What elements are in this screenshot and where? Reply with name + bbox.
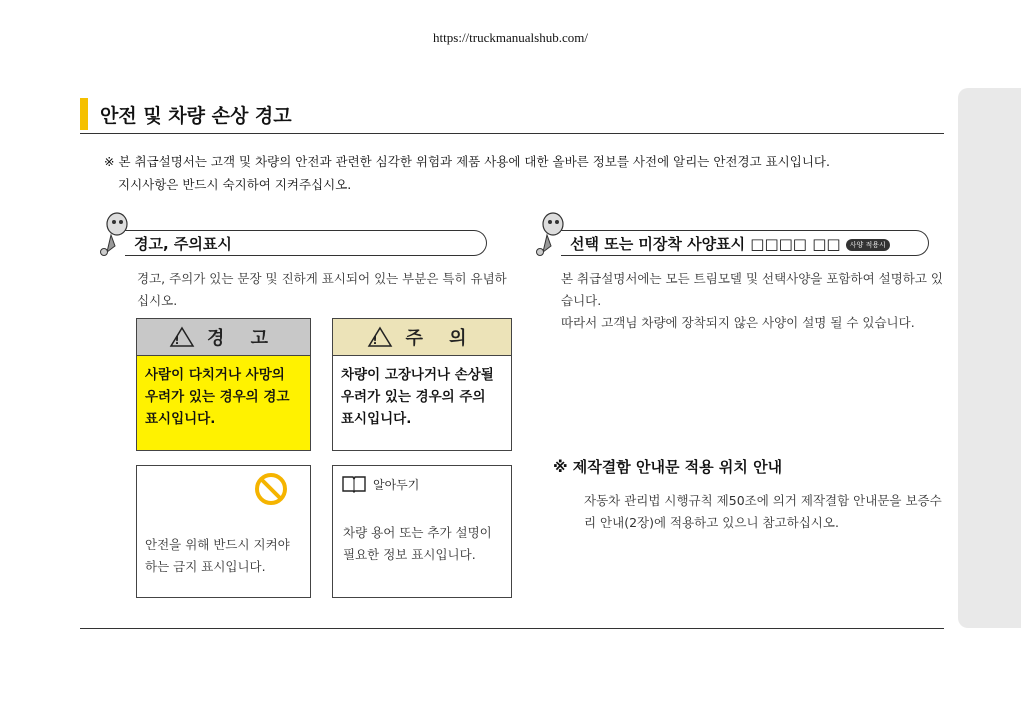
source-url[interactable]: https://truckmanualshub.com/: [433, 30, 588, 45]
intro-line-1: ※ 본 취급설명서는 고객 및 차량의 안전과 관련한 심각한 위험과 제품 사용에 대한 올바른 정보를 사전에 알리는 안전경고 표시입니다.: [104, 154, 830, 169]
prohibit-box: [136, 465, 311, 598]
title-accent-bar: [80, 98, 88, 130]
caution-box-head: [333, 319, 511, 356]
intro-line-2: 지시사항은 반드시 숙지하여 지켜주십시오.: [118, 177, 352, 192]
section-title-warning: 경고, 주의표시: [134, 235, 232, 253]
svg-text:!: !: [174, 334, 190, 347]
notice-title: ※ 제작결함 안내문 적용 위치 안내: [553, 458, 783, 476]
prohibit-icon: [254, 472, 288, 506]
note-text: 차량 용어 또는 추가 설명이 필요한 정보 표시입니다.: [343, 525, 492, 562]
caution-box-text: 차량이 고장나거나 손상될 우려가 있는 경우의 주의 표시입니다.: [341, 367, 494, 427]
svg-text:!: !: [372, 334, 388, 347]
options-body-2: 따라서 고객님 차량에 장착되지 않은 사양이 설명 될 수 있습니다.: [561, 315, 915, 330]
warning-triangle-icon: [169, 326, 195, 348]
warning-box-head: [137, 319, 310, 356]
caution-triangle-icon: [367, 326, 393, 348]
section-title-options-text: 선택 또는 미장착 사양표시 □□□□ □□: [570, 235, 841, 253]
page-title: 안전 및 차량 손상 경고: [100, 105, 292, 127]
note-box: [332, 465, 512, 598]
book-icon: [341, 474, 367, 494]
note-label: 알아두기: [373, 478, 420, 492]
options-body-1: 본 취급설명서에는 모든 트림모델 및 선택사양을 포함하여 설명하고 있습니다.: [561, 271, 943, 308]
intro-text: [104, 150, 924, 196]
warning-box-text: 사람이 다치거나 사망의 우려가 있는 경우의 경고 표시입니다.: [145, 367, 290, 427]
bottom-divider: [80, 628, 944, 629]
section-body-warning: 경고, 주의가 있는 문장 및 진하게 표시되어 있는 부분은 특히 유념하십시오.: [137, 271, 507, 308]
warning-box-label: 경 고: [206, 328, 279, 349]
prohibit-text: 안전을 위해 반드시 지켜야 하는 금지 표시입니다.: [145, 537, 290, 574]
warning-box: [136, 318, 311, 451]
side-tab: [958, 88, 1021, 628]
option-badge: 사양 적용시: [846, 239, 890, 251]
notice-text: 자동차 관리법 시행규칙 제50조에 의거 제작결함 안내문을 보증수리 안내(2장)에 적용하고 있으니 참고하십시오.: [584, 493, 942, 530]
caution-box-label: 주 의: [405, 328, 477, 349]
section-title-options: [570, 233, 890, 254]
caution-box: [332, 318, 512, 451]
title-divider: [80, 133, 944, 134]
